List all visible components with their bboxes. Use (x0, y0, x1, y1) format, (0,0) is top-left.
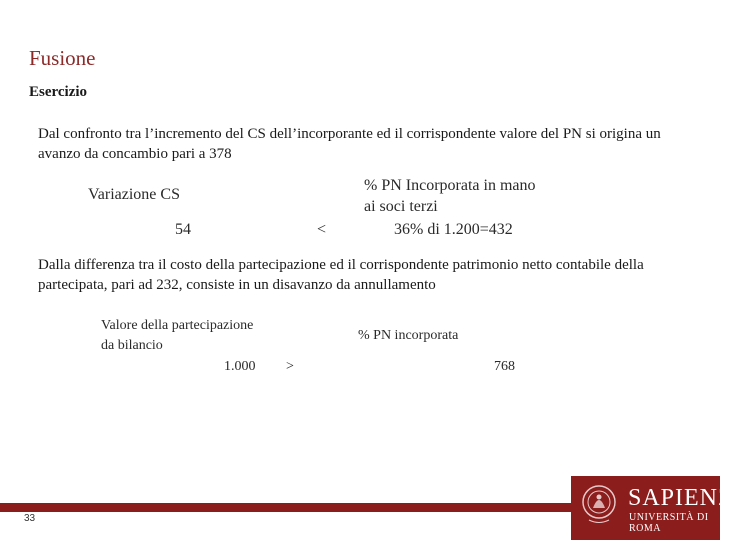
logo-subtitle: UNIVERSITÀ DI ROMA (629, 512, 709, 534)
logo-name: SAPIENZA (628, 485, 752, 511)
slide-subtitle: Esercizio (29, 84, 88, 100)
value-pn-incorporata-2: 768 (494, 359, 515, 374)
paragraph-disavanzo: Dalla differenza tra il costo della partecipazione ed il corrispondente patrimonio netto contabile della partecipata, pari ad 232, consiste in un disavanzo da annullamento (38, 257, 644, 293)
page-number: 33 (24, 513, 36, 524)
operator-less-than: < (317, 221, 327, 238)
label-valore-partecipazione-line1: Valore della partecipazione (101, 318, 254, 333)
value-partecipazione: 1.000 (224, 359, 256, 374)
operator-greater-than: > (286, 359, 294, 374)
label-variazione-cs: Variazione CS (88, 186, 180, 203)
university-seal-icon (581, 482, 617, 526)
label-valore-partecipazione-line2: da bilancio (101, 338, 163, 353)
slide-title: Fusione (29, 46, 96, 70)
paragraph-avanzo: Dal confronto tra l’incremento del CS dell’incorporante ed il corrispondente valore del PN si origina un avanzo da concambio pari a 378 (38, 126, 661, 162)
label-pn-incorporata: % PN incorporata (358, 328, 459, 343)
label-pn-incorporata-line1: % PN Incorporata in mano (364, 177, 536, 194)
sapienza-logo (571, 476, 752, 540)
label-pn-incorporata-line2: ai soci terzi (364, 198, 438, 215)
value-variazione-cs: 54 (175, 221, 191, 238)
value-pn-incorporata: 36% di 1.200=432 (394, 221, 513, 238)
